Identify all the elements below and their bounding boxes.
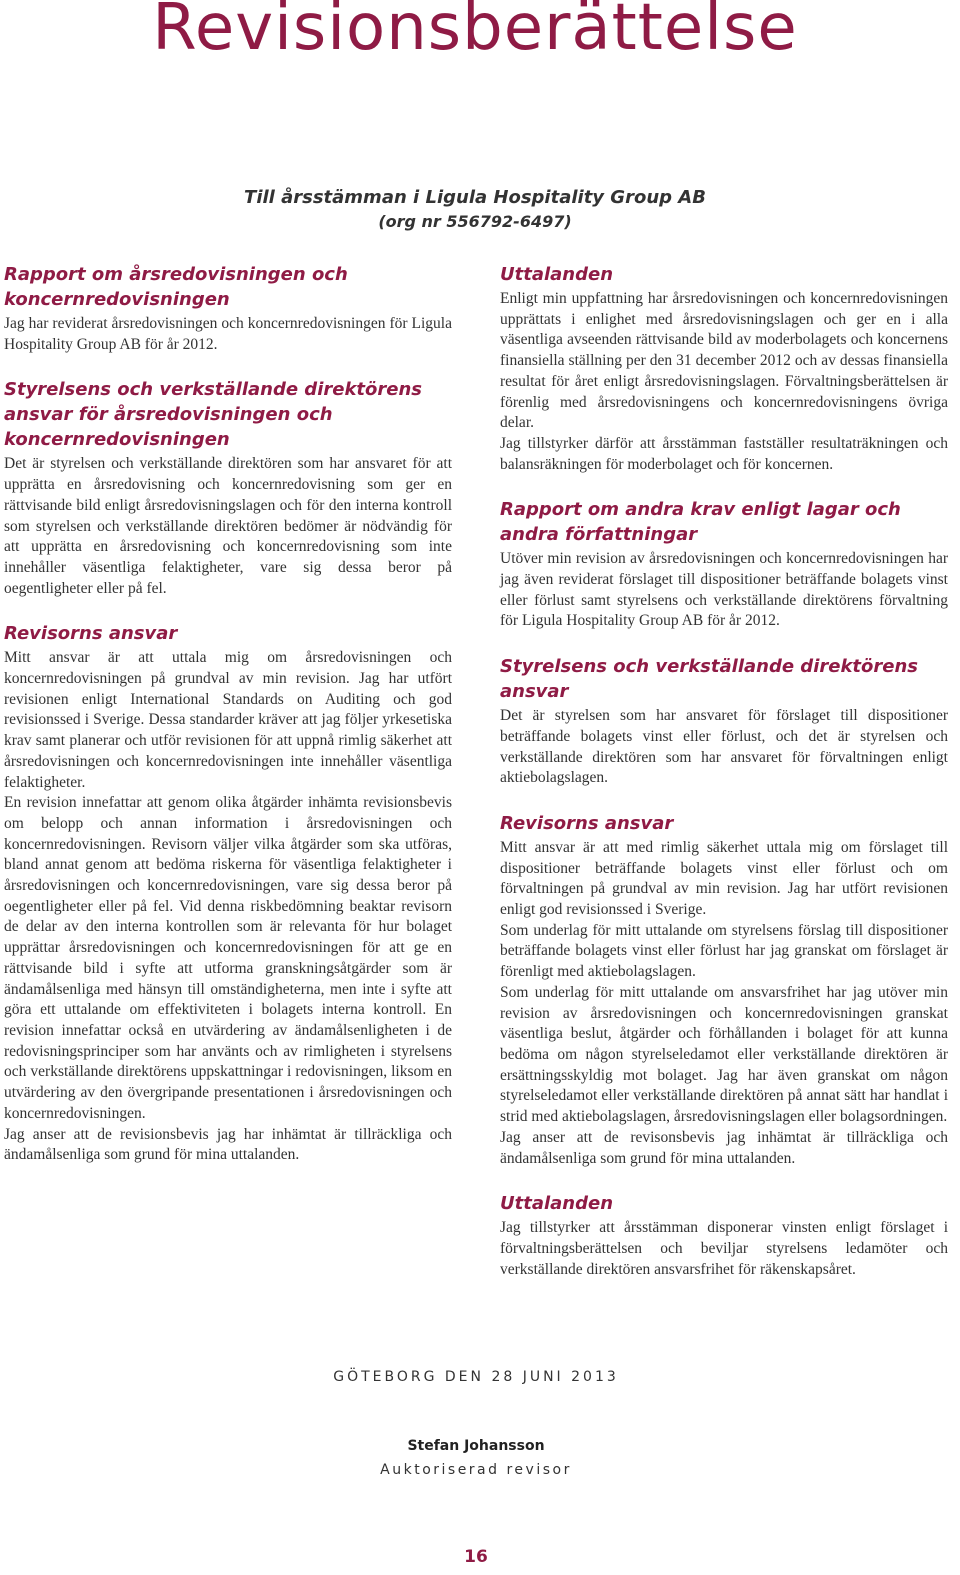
paragraph: Jag tillstyrker därför att årsstämman fastställer resultaträkningen och balansräkningen för moderbolaget och för koncernen. <box>500 434 948 473</box>
section-report-annual <box>4 262 452 355</box>
section-heading: Styrelsens och verkställande direktörens ansvar för årsredovisningen och koncernredovisningen <box>4 379 422 451</box>
section-auditor-responsibility <box>4 621 452 1166</box>
paragraph: Jag har reviderat årsredovisningen och koncernredovisningen för Ligula Hospitality Group AB för år 2012. <box>4 315 452 353</box>
paragraph: Enligt min uppfattning har årsredovisningen och koncernredovisningen upprättats i enlighet med årsredovisningslagen och ger en i alla väsentliga avseenden rättvisande bild av moderbolagets och koncernens finansiella ställning per den 31 december 2012 och av dessas finansiella resultat för året enligt årsredovisningslagen. Förvaltningsberättelsen är förenlig med årsredovisningens och koncernredovisningens övriga delar. <box>500 290 948 432</box>
section-other-requirements <box>500 497 948 632</box>
signer-role: Auktoriserad revisor <box>380 1462 572 1478</box>
section-board-responsibility <box>4 377 452 599</box>
addressee-line: Till årsstämman i Ligula Hospitality Group AB <box>244 187 706 208</box>
paragraph: Mitt ansvar är att med rimlig säkerhet uttala mig om förslaget till dispositioner beträffande bolagets vinst eller förlust och om förvaltningen på grundval av min revision. Jag har utfört revisionen enligt god revisionssed i Sverige. <box>500 838 948 919</box>
paragraph: Jag anser att de revisionsbevis jag har inhämtat är tillräckliga och ändamålsenliga som grund för mina uttalanden. <box>4 1125 452 1164</box>
paragraph: Det är styrelsen som har ansvaret för förslaget till dispositioner beträffande bolagets vinst eller förlust, och det är styrelsen och verkställande direktören som har ansvaret för förvaltningen enligt aktiebolagslagen. <box>500 707 948 787</box>
section-heading: Uttalanden <box>500 264 614 285</box>
signer-name: Stefan Johansson <box>407 1438 545 1454</box>
org-number: (org nr 556792-6497) <box>378 212 572 231</box>
section-heading: Rapport om andra krav enligt lagar och andra författningar <box>500 499 901 546</box>
page-title: Revisionsberättelse <box>152 0 798 65</box>
right-column <box>500 262 948 1302</box>
paragraph: Det är styrelsen och verkställande direktören som har ansvaret för att upprätta en årsredovisning och koncernredovisning som ger en rättvisande bild enligt årsredovisningslagen och för den interna kontroll som styrelsen och verkställande direktören bedömer är nödvändig för att upprätta en årsredovisning och koncernredovisning som inte innehåller väsentliga felaktigheter, vare sig dessa beror på oegentligheter eller på fel. <box>4 455 452 597</box>
section-statements <box>500 262 948 475</box>
paragraph: En revision innefattar att genom olika åtgärder inhämta revisionsbevis om belopp och annan information i årsredovisningen och koncernredovisningen. Revisorn väljer vilka åtgärder som ska utföras, bland annat genom att bedöma riskerna för väsentliga felaktigheter i årsredovisningen och koncernredovisningen, vare sig dessa beror på oegentligheter eller på fel. Vid denna riskbedömning beaktar revisorn de delar av den interna kontrollen som är relevanta för hur bolaget upprättar årsredovisningen och koncernredovisningen för att ge en rättvisande bild i syfte att utforma granskningsåtgärder som är ändamålsenliga med hänsyn till omständigheterna, men inte i syfte att göra ett uttalande om effektiviteten i bolagets interna kontroll. En revision innefattar också en utvärdering av ändamålsenligheten i de redovisningsprinciper som har använts och av rimligheten i styrelsens och verkställande direktörens uppskattningar i redovisningen, liksom en utvärdering av den övergripande presentationen i årsredovisningen och koncernredovisningen. <box>4 794 452 1122</box>
section-statements-2 <box>500 1191 948 1280</box>
addressee-block <box>0 186 950 234</box>
section-heading: Revisorns ansvar <box>4 623 178 645</box>
paragraph: Som underlag för mitt uttalande om ansvarsfrihet har jag utöver min revision av årsredovisningen och koncernredovisningen granskat väsentliga beslut, åtgärder och förhållanden i bolaget för att kunna bedöma om någon styrelseledamot eller verkställande direktören är ersättningsskyldig mot bolaget. Jag har även granskat om någon styrelseledamot eller verkställande direktören på annat sätt har handlat i strid med aktiebolagslagen, årsredovisningslagen eller bolagsordningen. <box>500 983 948 1126</box>
paragraph: Mitt ansvar är att uttala mig om årsredovisningen och koncernredovisningen på grundval av min revision. Jag har utfört revisionen enligt International Standards on Auditing och god revisionssed i Sverige. Dessa standarder kräver att jag följer yrkesetiska krav samt planerar och utför revisionen för att uppnå rimlig säkerhet att årsredovisningen och koncernredovisningen inte innehåller väsentliga felaktigheter. <box>4 649 452 791</box>
paragraph: Jag tillstyrker att årsstämman disponerar vinsten enligt förslaget i förvaltningsberättelsen och beviljar styrelsens ledamöter och verkställande direktören ansvarsfrihet för räkenskapsåret. <box>500 1219 948 1278</box>
paragraph: Utöver min revision av årsredovisningen och koncernredovisningen har jag även reviderat förslaget till dispositioner beträffande bolagets vinst eller förlust samt styrelsens och verkställande direktörens förvaltning för Ligula Hospitality Group AB för år 2012. <box>500 550 948 630</box>
paragraph: Som underlag för mitt uttalande om styrelsens förslag till dispositioner beträffande bolagets vinst eller förlust har jag granskat om förslaget är förenligt med aktiebolagslagen. <box>500 921 948 981</box>
page-number: 16 <box>464 1547 488 1567</box>
paragraph: Jag anser att de revisonsbevis jag inhämtat är tillräckliga och ändamålsenliga som grund för mina uttalanden. <box>500 1128 948 1167</box>
section-heading: Styrelsens och verkställande direktörens ansvar <box>500 656 918 703</box>
section-heading: Rapport om årsredovisningen och koncernredovisningen <box>4 264 348 310</box>
left-column <box>4 262 452 1188</box>
place-date: GÖTEBORG DEN 28 JUNI 2013 <box>333 1369 619 1385</box>
section-heading: Uttalanden <box>500 1193 614 1215</box>
section-heading: Revisorns ansvar <box>500 812 674 834</box>
section-auditor-responsibility-2 <box>500 811 948 1169</box>
section-board-responsibility-2 <box>500 654 948 789</box>
